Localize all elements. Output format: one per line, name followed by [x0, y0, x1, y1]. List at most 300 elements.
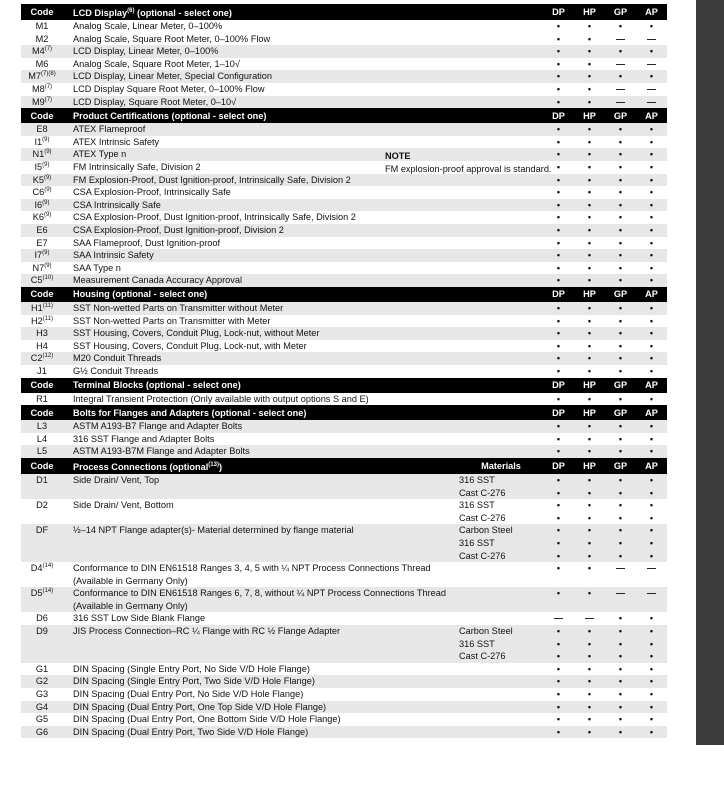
option-materials	[459, 713, 543, 726]
availability-mark: •	[587, 237, 592, 248]
availability-mark: •	[649, 224, 654, 235]
availability-mark: •	[649, 162, 654, 172]
option-code-text: D6	[36, 613, 48, 624]
option-description: LCD Display Square Root Meter, 0–100% Flow	[73, 84, 265, 95]
option-row	[21, 612, 667, 625]
availability-mark: •	[556, 250, 561, 261]
availability-cell	[574, 562, 605, 587]
availability-cell	[636, 20, 667, 33]
availability-cell	[605, 433, 636, 446]
availability-cell	[543, 562, 574, 587]
option-description: DIN Spacing (Single Entry Port, Two Side V/D Hole Flange)	[63, 675, 459, 688]
availability-mark: •	[587, 162, 592, 172]
availability-mark: •	[649, 550, 654, 561]
availability-mark: •	[649, 212, 654, 223]
availability-cell	[605, 161, 636, 174]
availability-cell	[636, 262, 667, 275]
availability-mark: •	[556, 315, 561, 326]
availability-cell	[605, 123, 636, 136]
availability-cell	[574, 20, 605, 33]
option-code-text: M6	[35, 58, 49, 69]
availability-cell	[574, 96, 605, 109]
availability-mark: •	[556, 224, 561, 235]
availability-mark: •	[587, 663, 592, 674]
availability-mark: •	[556, 237, 561, 248]
availability-cell	[605, 58, 636, 71]
availability-cell	[605, 211, 636, 224]
availability-cell	[543, 433, 574, 446]
availability-mark: •	[649, 315, 654, 326]
availability-cell	[605, 83, 636, 96]
option-row	[21, 701, 667, 714]
option-materials	[459, 249, 543, 262]
option-row	[21, 433, 667, 446]
availability-mark: •	[649, 487, 654, 498]
availability-mark: —	[616, 96, 625, 107]
option-code-text: H4	[36, 340, 48, 351]
section-header	[21, 458, 667, 474]
option-code	[21, 224, 63, 237]
option-materials	[459, 262, 543, 275]
option-materials	[459, 224, 543, 237]
option-code-text: I7	[34, 250, 43, 261]
availability-cell	[636, 524, 667, 562]
model-column-header: HP	[574, 458, 605, 474]
availability-mark: •	[587, 174, 592, 185]
availability-mark: •	[587, 525, 592, 536]
note-title: NOTE	[385, 151, 411, 161]
availability-cell	[574, 726, 605, 739]
availability-mark: •	[556, 550, 561, 561]
option-materials	[459, 393, 543, 406]
option-code-text: G2	[35, 676, 49, 687]
materials-column-header	[459, 108, 543, 123]
code-column-header: Code	[21, 4, 63, 20]
option-row	[21, 625, 667, 663]
availability-mark: •	[649, 500, 654, 511]
option-code	[21, 393, 63, 406]
availability-mark: •	[649, 328, 654, 339]
availability-cell	[574, 33, 605, 46]
availability-cell	[636, 237, 667, 250]
section-title	[63, 405, 459, 420]
option-code	[21, 365, 63, 378]
model-column-header: DP	[543, 378, 574, 393]
materials-column-header	[459, 4, 543, 20]
availability-mark: •	[587, 21, 592, 32]
availability-mark: •	[587, 328, 592, 339]
option-materials	[459, 474, 543, 499]
option-description: Conformance to DIN EN61518 Ranges 3, 4, 5 with ¼ NPT Process Connections Thread (Available in Germany Only)	[73, 563, 431, 586]
availability-mark: •	[556, 124, 561, 135]
availability-mark: •	[556, 474, 561, 485]
availability-mark: •	[587, 124, 592, 135]
option-code	[21, 726, 63, 739]
availability-mark: •	[618, 21, 623, 32]
availability-mark: •	[618, 714, 623, 725]
availability-mark: •	[556, 588, 561, 599]
code-column-header: Code	[21, 108, 63, 123]
option-description: M20 Conduit Threads	[63, 352, 459, 365]
option-code	[21, 663, 63, 676]
availability-mark: —	[616, 588, 625, 599]
material-name: 316 SST	[459, 537, 495, 548]
availability-mark: •	[618, 199, 623, 210]
option-materials	[459, 420, 543, 433]
option-row	[21, 20, 667, 33]
option-description: DIN Spacing (Dual Entry Port, One Top Side V/D Hole Flange)	[63, 701, 459, 714]
availability-cell	[636, 433, 667, 446]
option-code	[21, 96, 63, 109]
section-title-text: Product Certifications (optional - select one)	[73, 110, 267, 121]
availability-cell	[636, 352, 667, 365]
model-column-header: DP	[543, 287, 574, 302]
availability-cell	[636, 33, 667, 46]
availability-cell	[543, 211, 574, 224]
availability-mark: •	[556, 84, 561, 95]
availability-mark: •	[556, 275, 561, 286]
availability-mark: •	[649, 71, 654, 82]
availability-cell	[574, 688, 605, 701]
materials-column-header	[459, 405, 543, 420]
option-row	[21, 58, 667, 71]
option-code-text: N1	[32, 149, 45, 160]
availability-mark: •	[587, 550, 592, 561]
availability-mark: •	[649, 262, 654, 273]
availability-cell	[636, 224, 667, 237]
model-column-header: GP	[605, 108, 636, 123]
availability-mark: •	[618, 689, 623, 700]
availability-cell	[574, 58, 605, 71]
availability-cell	[636, 83, 667, 96]
availability-cell	[574, 274, 605, 287]
availability-mark: •	[556, 446, 561, 457]
availability-mark: •	[649, 365, 654, 376]
availability-mark: •	[649, 393, 654, 404]
option-description: Integral Transient Protection (Only available with output options S and E)	[73, 393, 369, 404]
option-code-text: L5	[36, 446, 48, 457]
availability-mark: •	[556, 96, 561, 107]
availability-cell	[543, 612, 574, 625]
availability-mark: •	[649, 340, 654, 351]
availability-mark: •	[618, 149, 623, 160]
option-description: DIN Spacing (Dual Entry Port, One Bottom Side V/D Hole Flange)	[73, 714, 341, 725]
option-description: SAA Type n	[73, 262, 121, 273]
option-code-text: M4	[31, 46, 45, 57]
option-row	[21, 327, 667, 340]
availability-mark: •	[556, 500, 561, 511]
footnote-ref: (9)	[44, 262, 52, 269]
option-code-text: L3	[36, 421, 48, 432]
availability-cell	[605, 45, 636, 58]
availability-mark: •	[587, 224, 592, 235]
availability-cell	[543, 663, 574, 676]
availability-mark: •	[556, 393, 561, 404]
availability-mark: •	[618, 46, 623, 57]
option-code-text: D4	[30, 563, 43, 574]
option-code	[21, 675, 63, 688]
availability-mark: •	[587, 71, 592, 82]
availability-mark: •	[649, 525, 654, 536]
availability-cell	[574, 83, 605, 96]
availability-mark: •	[618, 726, 623, 737]
option-materials	[459, 45, 543, 58]
availability-cell	[574, 352, 605, 365]
option-row	[21, 45, 667, 58]
availability-mark: —	[616, 563, 625, 574]
availability-cell	[543, 701, 574, 714]
availability-cell	[636, 393, 667, 406]
availability-cell	[543, 713, 574, 726]
availability-mark: •	[556, 21, 561, 32]
section-title-text: Housing (optional - select one)	[73, 289, 208, 300]
option-row	[21, 186, 667, 199]
availability-mark: •	[556, 421, 561, 432]
availability-cell	[543, 340, 574, 353]
model-column-header: AP	[636, 378, 667, 393]
availability-mark: •	[587, 187, 592, 198]
material-name: Cast C-276	[459, 651, 506, 662]
availability-mark: •	[618, 651, 623, 662]
option-row	[21, 474, 667, 499]
option-code-text: K6	[32, 212, 44, 223]
option-code	[21, 701, 63, 714]
availability-mark: •	[587, 353, 592, 364]
model-column-header: DP	[543, 458, 574, 474]
option-code-text: L4	[36, 433, 48, 444]
availability-cell	[543, 688, 574, 701]
section-title	[63, 4, 459, 20]
option-row	[21, 224, 667, 237]
availability-mark: •	[587, 275, 592, 286]
availability-mark: •	[556, 302, 561, 313]
option-code	[21, 33, 63, 46]
option-row	[21, 499, 667, 524]
availability-cell	[574, 224, 605, 237]
option-description: ASTM A193-B7M Flange and Adapter Bolts	[63, 445, 459, 458]
option-description: LCD Display, Linear Meter, 0–100%	[63, 45, 459, 58]
option-row	[21, 70, 667, 83]
option-code-text: I1	[34, 136, 43, 147]
option-code-text: H3	[36, 328, 48, 339]
option-code	[21, 211, 63, 224]
availability-cell	[574, 123, 605, 136]
material-name: 316 SST	[459, 500, 495, 511]
option-row	[21, 148, 667, 161]
availability-cell	[574, 420, 605, 433]
availability-mark: •	[618, 174, 623, 185]
option-code-text: M8	[31, 84, 45, 95]
option-code-text: DF	[35, 525, 49, 536]
option-materials	[459, 199, 543, 212]
availability-mark: —	[647, 588, 656, 599]
section-title	[63, 287, 459, 302]
option-description: SST Housing, Covers, Conduit Plug, Lock-nut, with Meter	[73, 340, 307, 351]
model-column-header: GP	[605, 378, 636, 393]
option-materials	[459, 562, 543, 587]
availability-mark: •	[556, 187, 561, 198]
availability-mark: •	[649, 537, 654, 548]
option-materials	[459, 445, 543, 458]
option-code-text: M1	[35, 21, 49, 32]
option-row	[21, 274, 667, 287]
option-description: CSA Explosion-Proof, Intrinsically Safe	[73, 187, 231, 198]
footnote-ref: (9)	[43, 174, 52, 181]
option-code	[21, 562, 63, 587]
availability-cell	[574, 136, 605, 149]
availability-cell	[574, 499, 605, 524]
availability-mark: •	[556, 162, 561, 172]
availability-cell	[605, 315, 636, 328]
availability-mark: •	[587, 537, 592, 548]
option-materials	[459, 315, 543, 328]
availability-cell	[636, 302, 667, 315]
option-code-text: I5	[34, 162, 43, 172]
option-code	[21, 327, 63, 340]
availability-mark: •	[618, 446, 623, 457]
availability-cell	[574, 211, 605, 224]
availability-mark: •	[556, 651, 561, 662]
availability-cell	[636, 612, 667, 625]
availability-cell	[605, 224, 636, 237]
option-code	[21, 340, 63, 353]
availability-cell	[636, 587, 667, 612]
availability-cell	[543, 58, 574, 71]
availability-mark: —	[585, 613, 594, 624]
availability-mark: •	[587, 58, 592, 69]
footnote-ref: (9)	[42, 250, 50, 257]
model-column-header: DP	[543, 4, 574, 20]
option-materials	[459, 186, 543, 199]
availability-cell	[543, 302, 574, 315]
availability-mark: •	[618, 353, 623, 364]
availability-mark: •	[649, 676, 654, 687]
option-code-text: G4	[35, 701, 49, 712]
option-row	[21, 663, 667, 676]
section-title-tail: (optional - select one)	[134, 8, 232, 19]
availability-mark: •	[618, 237, 623, 248]
option-code-text: C2	[30, 353, 43, 364]
availability-cell	[543, 474, 574, 499]
availability-mark: •	[618, 626, 623, 637]
availability-mark: •	[618, 613, 623, 624]
availability-mark: •	[556, 136, 561, 147]
option-code	[21, 352, 63, 365]
availability-mark: •	[587, 365, 592, 376]
availability-cell	[543, 96, 574, 109]
availability-mark: •	[618, 136, 623, 147]
availability-cell	[543, 237, 574, 250]
option-code-text: E8	[36, 124, 48, 135]
availability-cell	[543, 20, 574, 33]
availability-mark: •	[556, 262, 561, 273]
availability-cell	[636, 726, 667, 739]
availability-cell	[605, 274, 636, 287]
availability-mark: •	[649, 433, 654, 444]
option-row	[21, 587, 667, 612]
availability-cell	[636, 58, 667, 71]
code-column-header: Code	[21, 378, 63, 393]
availability-cell	[605, 237, 636, 250]
footnote-ref: (13)	[208, 461, 219, 468]
availability-mark: •	[618, 365, 623, 376]
availability-cell	[543, 315, 574, 328]
availability-cell	[543, 262, 574, 275]
availability-cell	[543, 445, 574, 458]
availability-mark: •	[618, 302, 623, 313]
availability-mark: •	[618, 550, 623, 561]
option-materials	[459, 726, 543, 739]
code-column-header: Code	[21, 458, 63, 474]
option-code	[21, 420, 63, 433]
availability-mark: •	[587, 212, 592, 223]
option-code-text: G1	[35, 663, 49, 674]
availability-mark: •	[649, 663, 654, 674]
option-description: LCD Display, Square Root Meter, 0–10√	[63, 96, 459, 109]
option-materials	[459, 58, 543, 71]
option-materials	[459, 663, 543, 676]
availability-cell	[636, 562, 667, 587]
option-code	[21, 262, 63, 275]
availability-mark: •	[649, 302, 654, 313]
model-column-header: HP	[574, 405, 605, 420]
model-column-header: DP	[543, 108, 574, 123]
option-description: ½–14 NPT Flange adapter(s)- Material determined by flange material	[63, 524, 459, 562]
option-materials	[459, 20, 543, 33]
option-code	[21, 58, 63, 71]
option-code-text: D5	[30, 588, 43, 599]
availability-mark: •	[649, 353, 654, 364]
section-title-text: Process Connections (optional	[73, 461, 209, 472]
availability-cell	[605, 136, 636, 149]
availability-mark: •	[556, 676, 561, 687]
footnote-ref: (9)	[44, 187, 52, 194]
option-code	[21, 123, 63, 136]
footnote-ref: (14)	[42, 588, 54, 595]
section-title-text: LCD Display	[73, 8, 128, 19]
material-name: 316 SST	[459, 474, 495, 485]
footnote-ref: (6)	[127, 8, 135, 14]
option-row	[21, 174, 667, 187]
availability-cell	[574, 340, 605, 353]
option-code	[21, 20, 63, 33]
option-description: SAA Intrinsic Safety	[63, 249, 459, 262]
availability-mark: •	[649, 237, 654, 248]
availability-cell	[605, 262, 636, 275]
option-code	[21, 45, 63, 58]
availability-mark: •	[618, 500, 623, 511]
option-materials	[459, 499, 543, 524]
materials-column-header	[459, 378, 543, 393]
option-code	[21, 237, 63, 250]
availability-mark: •	[556, 525, 561, 536]
option-code	[21, 612, 63, 625]
footnote-ref: (7)	[44, 46, 53, 53]
footnote-ref: (11)	[42, 315, 53, 322]
availability-cell	[605, 445, 636, 458]
availability-mark: •	[587, 262, 592, 273]
footnote-ref: (7)	[44, 96, 53, 103]
availability-mark: •	[556, 663, 561, 674]
availability-cell	[543, 393, 574, 406]
option-description: CSA Explosion-Proof, Dust Ignition-proof, Division 2	[63, 224, 459, 237]
availability-cell	[574, 524, 605, 562]
availability-mark: •	[556, 563, 561, 574]
availability-cell	[636, 445, 667, 458]
availability-mark: •	[649, 136, 654, 147]
availability-cell	[574, 625, 605, 663]
availability-mark: •	[649, 446, 654, 457]
